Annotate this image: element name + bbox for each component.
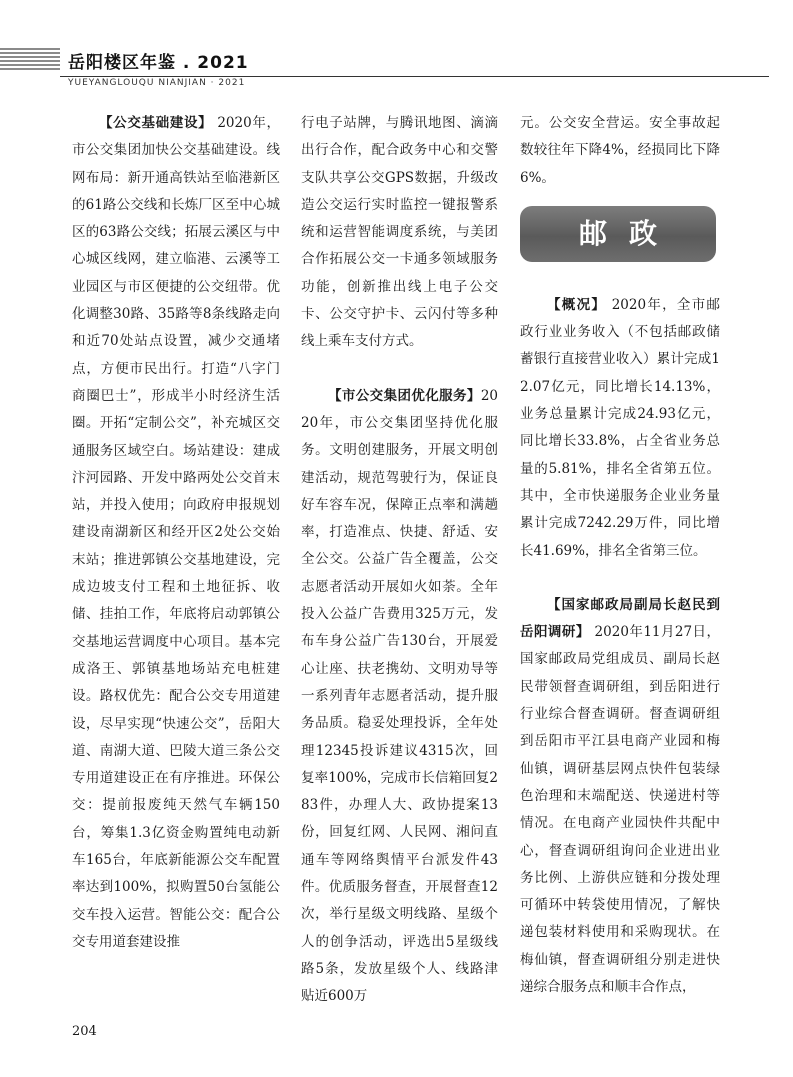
paragraph-body: 2020年，市公交集团坚持优化服务。文明创建服务，开展文明创建活动，规范驾驶行为，保证良好车容车况，保障正点率和满趟率，打造准点、快捷、舒适、安全公交。公益广告全覆盖，公交志愿者活动开展如火如荼。全年投入公益广告费用325万元，发布车身公益广告130台，开展爱心让座、扶老携幼、文明劝导等一系列青年志愿者活动，提升服务品质。稳妥处理投诉，全年处理12345投诉建议4315次，回复率100%，完成市长信箱回复283件，办理人大、政协提案13份，回复红网、人民网、湘问直通车等网络舆情平台派发件43件。优质服务督查，开展督查12次，举行星级文明线路、星级个人的创争活动，评选出5星级线路5条，发放星级个人、线路津贴近600万 bbox=[301, 387, 498, 1005]
header-stripes bbox=[0, 48, 60, 72]
yearbook-subtitle: YUEYANGLOUQU NIANJIAN · 2021 bbox=[68, 78, 246, 88]
paragraph-body: 2020年，市公交集团加快公交基础建设。线网布局：新开通高铁站至临港新区的61路公交线和长炼厂区至中心城区的63路公交线；拓展云溪区与中心城区线网，建立临港、云溪等工业园区与市区便捷的公交纽带。优化调整30路、35路等8条线路走向和近70处站点设置，减少交通堵点，方便市民出行。打造“八字门商圈巴士”，形成半小时经济生活圈。开拓“定制公交”，补充城区交通服务区域空白。场站建设：建成汴河园路、开发中路两处公交首末站，并投入使用；向政府申报规划建设南湖新区和经开区2处公交始末站；推进郭镇公交基地建设，完成边坡支付工程和土地征拆、收储、挂拍工作，年底将启动郭镇公交基地运营调度中心项目。基本完成洛王、郭镇基地场站充电桩建设。路权优先：配合公交专用道建设，尽早实现“快速公交”，岳阳大道、南湖大道、巴陵大道三条公交专用道建设正在有序推进。环保公交：提前报废纯天然气车辆150台，筹集1.3亿资金购置纯电动新车165台，年底新能源公交车配置率达到100%，拟购置50台氢能公交车投入运营。智能公交：配合公交专用道套建设推 bbox=[72, 115, 281, 950]
heading-overview: 【概况】 bbox=[547, 296, 607, 313]
paragraph-inspection bbox=[520, 592, 720, 1001]
paragraph-continuation: 元。公交安全营运。安全事故起数较往年下降4%，经损同比下降6%。 bbox=[520, 115, 720, 186]
heading-bus-infrastructure: 【公交基础建设】 bbox=[99, 115, 213, 131]
section-title-postal: 邮政 bbox=[520, 206, 716, 262]
yearbook-title: 岳阳楼区年鉴 . 2021 bbox=[68, 53, 249, 73]
heading-inspection: 【国家邮政局副局长赵民到岳阳调研】 bbox=[520, 596, 720, 641]
column-right bbox=[520, 110, 720, 1001]
page-number: 204 bbox=[72, 1024, 97, 1039]
paragraph-continuation: 行电子站牌，与腾讯地图、滴滴出行合作，配合政务中心和交警支队共享公交GPS数据，升级改造公交运行实时监控一键报警系统和运营智能调度系统，与美团合作拓展公交一卡通多领域服务功能，创新推出线上电子公交卡、公交守护卡、云闪付等多种线上乘车支付方式。 bbox=[301, 115, 498, 350]
heading-bus-service: 【市公交集团优化服务】 bbox=[328, 387, 481, 404]
paragraph-bus-infrastructure bbox=[72, 110, 280, 956]
paragraph-body: 2020年，全市邮政行业业务收入（不包括邮政储蓄银行直接营业收入）累计完成12.07亿元，同比增长14.13%，业务总量累计完成24.93亿元，同比增长33.8%，占全省业务总量的5.81%，排名全省第五位。其中，全市快递服务企业业务量累计完成7242.29万件，同比增长41.69%，排名全省第三位。 bbox=[520, 296, 720, 559]
column-left bbox=[72, 110, 280, 956]
paragraph-body: 2020年11月27日，国家邮政局党组成员、副局长赵民带领督查调研组，到岳阳进行行业综合督查调研。督查调研组到岳阳市平江县电商产业园和梅仙镇，调研基层网点快件包装绿色治理和末端配送、快递进村等情况。在电商产业园快件共配中心，督查调研组询问企业进出业务比例、上游供应链和分拨处理可循环中转袋使用情况，了解快递包装材料使用和采购现状。在梅仙镇，督查调研组分别走进快递综合服务点和顺丰合作点， bbox=[520, 624, 721, 996]
paragraph-bus-service bbox=[301, 383, 498, 1011]
page-header bbox=[0, 0, 793, 100]
header-rule bbox=[60, 76, 769, 77]
column-middle bbox=[301, 110, 498, 1011]
paragraph-overview bbox=[520, 292, 720, 565]
